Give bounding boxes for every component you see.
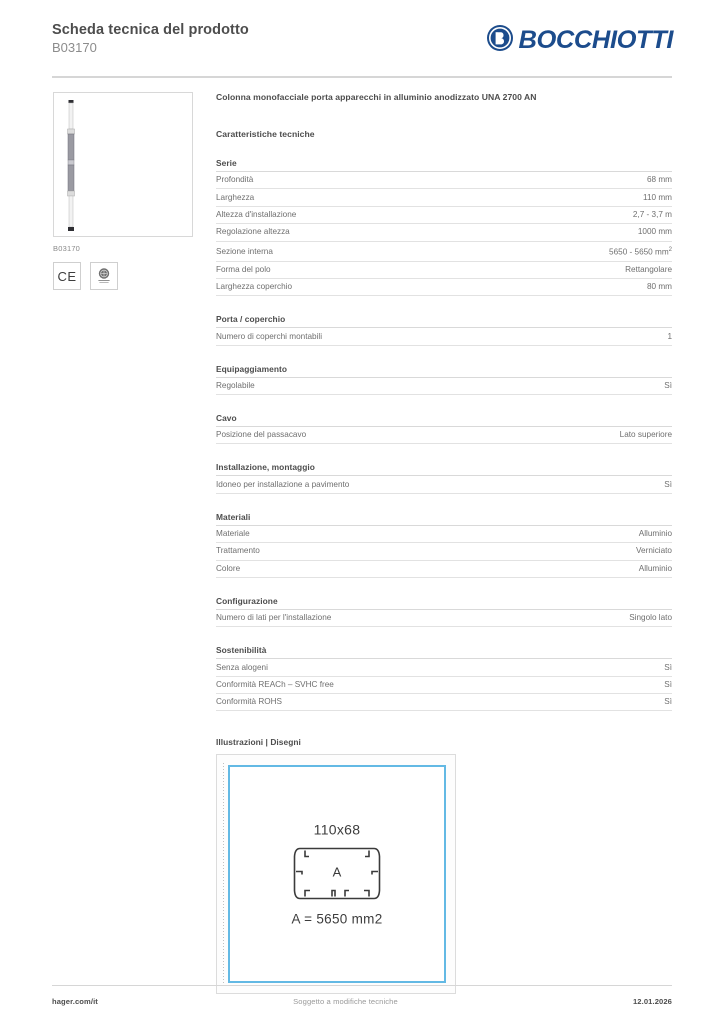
- technical-characteristics-title: Caratteristiche tecniche: [216, 129, 315, 139]
- spec-group-title: Materiali: [216, 512, 672, 526]
- spec-key: Sezione interna: [216, 247, 273, 257]
- spec-value-superscript: 2: [668, 246, 672, 253]
- spec-group-title: Cavo: [216, 413, 672, 427]
- figure-dimension-label: 110x68: [313, 821, 361, 838]
- spec-key: Conformità ROHS: [216, 697, 282, 707]
- brand-wordmark: BOCCHIOTTI: [518, 26, 674, 54]
- spec-row: [216, 328, 672, 345]
- ce-mark-icon: CE: [57, 268, 77, 284]
- spec-row: [216, 172, 672, 189]
- spec-group: [216, 512, 672, 578]
- spec-row: [216, 476, 672, 493]
- spec-value: 1000 mm: [637, 227, 672, 237]
- page-footer: [52, 997, 672, 1006]
- spec-row: [216, 694, 672, 711]
- certification-badges: [53, 262, 193, 290]
- spec-key: Conformità REACh – SVHC free: [216, 679, 334, 689]
- figure-inner-frame: [228, 765, 446, 983]
- spec-value: Sì: [664, 679, 672, 689]
- spec-group-title: Sostenibilità: [216, 645, 672, 659]
- certification-mark-badge: [90, 262, 118, 290]
- spec-key: Senza alogeni: [216, 662, 268, 672]
- header-divider: [52, 76, 672, 78]
- illustrations-title: Illustrazioni | Disegni: [216, 737, 301, 748]
- spec-value: Lato superiore: [619, 430, 672, 440]
- spec-key: Regolazione altezza: [216, 227, 290, 237]
- footer-date: 12.01.2026: [632, 997, 672, 1006]
- spec-row: [216, 207, 672, 224]
- page-subtitle-product-code: B03170: [52, 40, 97, 55]
- spec-row: [216, 427, 672, 444]
- footer-disclaimer: Soggetto a modifiche tecniche: [293, 997, 398, 1006]
- spec-key: Larghezza coperchio: [216, 282, 293, 292]
- spec-key: Posizione del passacavo: [216, 430, 307, 440]
- spec-row: [216, 378, 672, 395]
- spec-key: Colore: [216, 563, 241, 573]
- spec-value-text: 5650 - 5650 mm: [609, 247, 669, 257]
- spec-row: [216, 242, 672, 262]
- spec-row: [216, 224, 672, 241]
- product-code-caption: B03170: [53, 244, 81, 253]
- spec-value: [609, 245, 672, 258]
- spec-row: [216, 659, 672, 676]
- figure-dotted-rule: [223, 763, 224, 985]
- spec-row: [216, 677, 672, 694]
- spec-key: Materiale: [216, 529, 250, 539]
- spec-value: Alluminio: [638, 563, 672, 573]
- spec-groups: [216, 158, 672, 711]
- spec-key: Trattamento: [216, 546, 260, 556]
- spec-key: Forma del polo: [216, 264, 271, 274]
- spec-group: [216, 596, 672, 627]
- spec-row: [216, 189, 672, 206]
- spec-value: Sì: [664, 479, 672, 489]
- spec-value: Verniciato: [636, 546, 672, 556]
- figure-content: [230, 822, 444, 927]
- ce-mark-badge: [53, 262, 81, 290]
- certification-seal-icon: [96, 267, 112, 285]
- spec-group-title: Configurazione: [216, 596, 672, 610]
- profile-area-letter: A: [332, 864, 342, 880]
- spec-row: [216, 543, 672, 560]
- spec-group-title: Porta / coperchio: [216, 314, 672, 328]
- figure-area-label: A = 5650 mm2: [291, 911, 383, 927]
- footer-website[interactable]: hager.com/it: [52, 997, 98, 1006]
- spec-value: 2,7 - 3,7 m: [632, 209, 672, 219]
- spec-row: [216, 561, 672, 578]
- page-header: [52, 22, 672, 74]
- spec-group: [216, 645, 672, 711]
- spec-key: Numero di lati per l'installazione: [216, 613, 332, 623]
- spec-key: Larghezza: [216, 192, 255, 202]
- spec-value: Sì: [664, 662, 672, 672]
- spec-group: [216, 158, 672, 296]
- spec-value: Sì: [664, 380, 672, 390]
- spec-value: Sì: [664, 697, 672, 707]
- bocchiotti-b-icon: [486, 24, 514, 57]
- spec-value: Singolo lato: [629, 613, 672, 623]
- brand-logo: [486, 24, 672, 57]
- spec-value: 110 mm: [643, 192, 672, 202]
- illustration-figure: [216, 754, 456, 994]
- spec-group-title: Serie: [216, 158, 672, 172]
- product-image: [53, 92, 193, 237]
- spec-group-title: Installazione, montaggio: [216, 462, 672, 476]
- spec-row: [216, 262, 672, 279]
- spec-group-title: Equipaggiamento: [216, 364, 672, 378]
- product-column-illustration: [63, 100, 79, 231]
- spec-key: Profondità: [216, 175, 254, 185]
- footer-divider: [52, 985, 672, 986]
- profile-cross-section-icon: [292, 845, 382, 903]
- product-headline: Colonna monofacciale porta apparecchi in alluminio anodizzato UNA 2700 AN: [216, 92, 537, 102]
- spec-group: [216, 462, 672, 493]
- spec-value: Rettangolare: [625, 264, 672, 274]
- spec-group: [216, 364, 672, 395]
- spec-key: Altezza d'installazione: [216, 209, 297, 219]
- spec-value: Alluminio: [638, 529, 672, 539]
- page-title: Scheda tecnica del prodotto: [52, 22, 249, 38]
- spec-row: [216, 526, 672, 543]
- spec-value: 80 mm: [646, 282, 672, 292]
- spec-group: [216, 413, 672, 444]
- left-column: [53, 92, 193, 290]
- spec-key: Regolabile: [216, 380, 255, 390]
- spec-key: Idoneo per installazione a pavimento: [216, 479, 350, 489]
- spec-value: 68 mm: [646, 175, 672, 185]
- spec-group: [216, 314, 672, 345]
- spec-row: [216, 610, 672, 627]
- spec-key: Numero di coperchi montabili: [216, 331, 323, 341]
- spec-value: 1: [667, 331, 672, 341]
- main-column: [216, 92, 672, 994]
- spec-row: [216, 279, 672, 296]
